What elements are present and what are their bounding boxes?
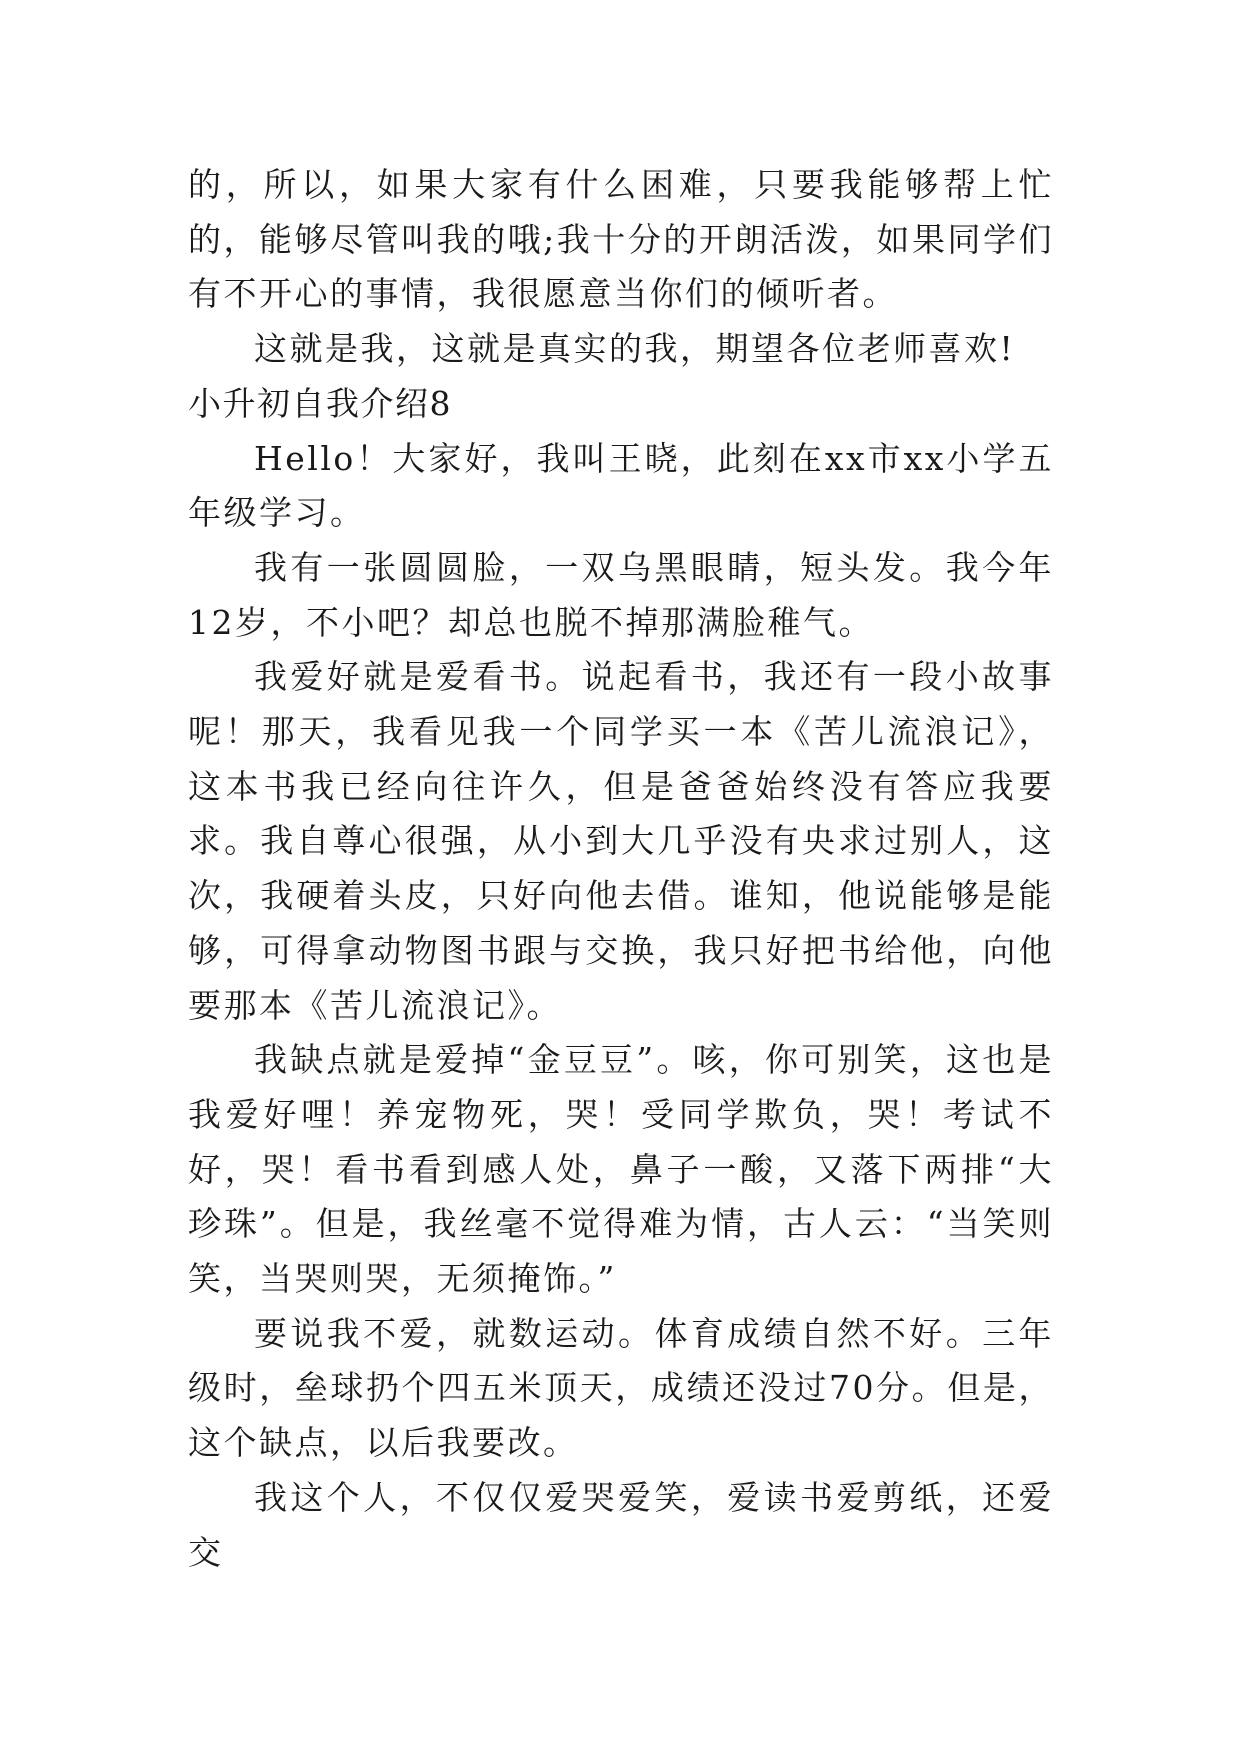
paragraph: 要说我不爱，就数运动。体育成绩自然不好。三年级时，垒球扔个四五米顶天，成绩还没过70分。但是，这个缺点，以后我要改。: [188, 1313, 1054, 1463]
paragraph: 的，所以，如果大家有什么困难，只要我能够帮上忙的，能够尽管叫我的哦;我十分的开朗活泼，如果同学们有不开心的事情，我很愿意当你们的倾听者。: [188, 165, 1054, 314]
section-heading: 小升初自我介绍8: [188, 383, 452, 423]
paragraph: 我有一张圆圆脸，一双乌黑眼睛，短头发。我今年12岁，不小吧？却总也脱不掉那满脸稚气。: [188, 547, 1054, 642]
paragraph: 我缺点就是爱掉“金豆豆”。咳，你可别笑，这也是我爱好哩！养宠物死，哭！受同学欺负，哭！考试不好，哭！看书看到感人处，鼻子一酸，又落下两排“大珍珠”。但是，我丝毫不觉得难为情，古人云：“当笑则笑，当哭则哭，无须掩饰。”: [188, 1040, 1054, 1299]
paragraph: Hello！大家好，我叫王晓，此刻在xx市xx小学五年级学习。: [188, 438, 1054, 533]
document-body: [188, 158, 1054, 1580]
paragraph: 这就是我，这就是真实的我，期望各位老师喜欢!: [254, 329, 1016, 369]
paragraph: 我爱好就是爱看书。说起看书，我还有一段小故事呢！那天，我看见我一个同学买一本《苦儿流浪记》，这本书我已经向往许久，但是爸爸始终没有答应我要求。我自尊心很强，从小到大几乎没有央求过别人，这次，我硬着头皮，只好向他去借。谁知，他说能够是能够，可得拿动物图书跟与交换，我只好把书给他，向他要那本《苦儿流浪记》。: [188, 657, 1054, 1025]
paragraph: 我这个人，不仅仅爱哭爱笑，爱读书爱剪纸，还爱交: [188, 1477, 1054, 1572]
